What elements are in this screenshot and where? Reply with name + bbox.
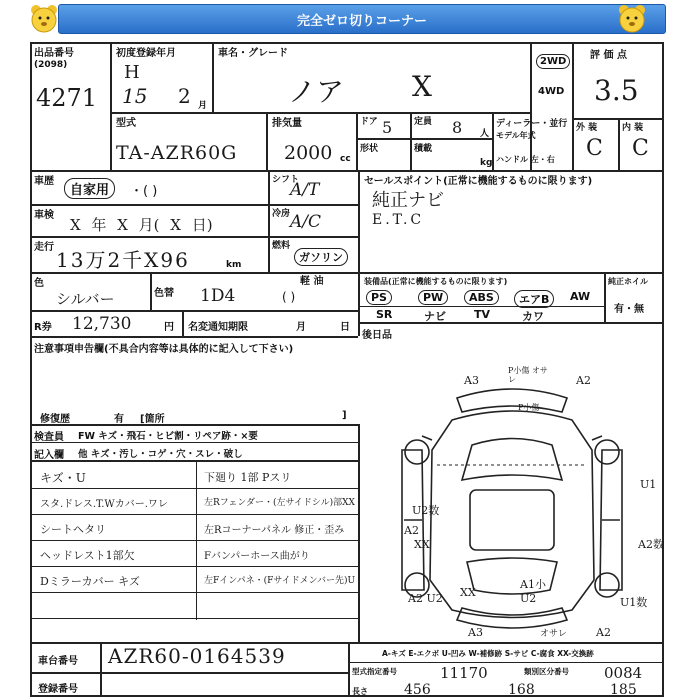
- era-value: H: [124, 62, 140, 83]
- mark-a1-rear: A1小 U2: [520, 578, 546, 605]
- mark-a2-right: A2数: [638, 538, 664, 551]
- genuine-wheel-label: 純正ホイル: [608, 277, 648, 286]
- equip-ps: PS: [366, 290, 392, 305]
- score-value: 3.5: [594, 74, 639, 107]
- fuel-label: 燃料: [272, 241, 291, 251]
- dims-value2: 0084: [604, 664, 643, 682]
- genuine-wheel-value: 有・無: [614, 304, 644, 315]
- chassis-value: AZR60-0164539: [108, 644, 286, 668]
- capacity-unit: 人: [480, 129, 490, 139]
- repair-close: ]: [342, 410, 347, 421]
- dealer-label: ディーラー・並行: [496, 119, 568, 129]
- remark-left-3: シートヘタリ: [40, 523, 106, 536]
- after-label: 後日品: [362, 330, 392, 341]
- mark-a2-rear: A2: [596, 626, 611, 639]
- dims-label1: 型式指定番号: [352, 667, 397, 676]
- mileage-unit: km: [226, 260, 242, 270]
- load-unit: kg: [480, 158, 493, 168]
- remark-left-2: スタ.ドレス.T.Wカバー.ワレ: [40, 499, 168, 510]
- lot-label: 出品番号: [34, 48, 74, 59]
- lot-number: 4271: [36, 84, 98, 112]
- fuel-paren: ( ): [282, 290, 296, 304]
- color-no-label: 色替: [154, 288, 174, 299]
- mark-u2-left: U2数: [412, 504, 440, 517]
- mark-a3-front: A3: [464, 374, 479, 387]
- remark-right-5: 左Fインパネ・(Fサイドメンバー先)U: [204, 576, 356, 586]
- recycle-value: 12,730: [72, 314, 132, 334]
- recycle-unit: 円: [164, 322, 174, 333]
- mileage-label: 走行: [34, 242, 54, 253]
- mark-a2-front: A2: [576, 374, 591, 387]
- inspector-line2: 他 キズ・汚し・コゲ・穴・スレ・破し: [78, 449, 243, 460]
- mark-p-front: P小傷 オサレ: [508, 366, 548, 384]
- type-label: 型式: [116, 118, 136, 129]
- mark-a2u2-rear: A2 U2: [408, 592, 443, 605]
- chassis-label: 車台番号: [38, 656, 78, 667]
- recycle-label: R券: [34, 322, 52, 333]
- usage-label: 車歴: [34, 176, 54, 187]
- name-change-day: 日: [340, 322, 350, 333]
- usage-value: 自家用: [64, 178, 115, 199]
- remark-left-5: Dミラーカバー キズ: [40, 575, 140, 588]
- doors-value: 5: [382, 118, 393, 137]
- equip-sr: SR: [376, 308, 393, 321]
- capacity-value: 8: [452, 118, 463, 137]
- int-value: C: [632, 136, 649, 161]
- equip-tv: TV: [474, 308, 491, 321]
- capacity-label: 定員: [414, 117, 433, 127]
- equipment-label: 装備品(正常に機能するものに限ります): [364, 277, 508, 286]
- length-value: 456: [404, 682, 431, 698]
- notes-label: 注意事項申告欄(不具合内容等は具体的に記入して下さい): [34, 344, 294, 355]
- model-year-label: モデル年式: [496, 131, 536, 140]
- fuel-alt: 軽 油: [300, 276, 324, 287]
- lot-sub: (2098): [34, 60, 68, 70]
- cc-unit: cc: [340, 154, 351, 164]
- color-no-value: 1D4: [200, 286, 236, 306]
- color-label: 色: [34, 278, 44, 289]
- equip-pw: PW: [418, 290, 448, 305]
- remark-left-1: キズ・U: [40, 471, 86, 485]
- cc-label: 排気量: [272, 118, 302, 129]
- record-label: 記入欄: [34, 450, 64, 461]
- color-value: シルバー: [56, 290, 115, 308]
- remark-left-4: ヘッドレスト1部欠: [40, 549, 135, 562]
- ac-label: 冷房: [272, 209, 291, 219]
- inspector-line1: FW キズ・飛石・ヒビ割・リペア跡・×要: [78, 431, 258, 442]
- reg-label: 登録番号: [38, 684, 78, 695]
- mark-xx-rear: XX: [460, 586, 476, 599]
- name-change-label: 名変通知期限: [188, 322, 248, 333]
- handle-label: ハンドル 左・右: [496, 155, 555, 164]
- doors-label: ドア: [360, 117, 378, 127]
- usage-paren: ・( ): [130, 184, 158, 199]
- mark-u1-right: U1: [640, 478, 657, 491]
- cc-value: 2000: [284, 142, 333, 164]
- sales-line2: E.T.C: [372, 212, 425, 228]
- month-value: 2: [178, 84, 191, 108]
- inspection-label: 車検: [34, 210, 54, 221]
- repair-value: 有: [114, 414, 124, 425]
- car-damage-diagram: [362, 340, 662, 640]
- dims-value1: 11170: [440, 664, 488, 682]
- mark-osare-rear: オサレ: [540, 629, 567, 639]
- mileage-value: 13万2千X96: [56, 248, 190, 272]
- inspector-label: 検査員: [34, 432, 64, 443]
- mascot-bear-icon: [616, 2, 648, 34]
- inspection-value: X 年 X 月( X 日): [70, 216, 213, 234]
- model-label: 車名・グレード: [218, 48, 288, 59]
- equip-navi: ナビ: [424, 310, 446, 323]
- mark-u1-rear: U1数: [620, 596, 648, 609]
- mark-a3-rear: A3: [468, 626, 483, 639]
- month-unit: 月: [198, 101, 208, 111]
- shift-value: A/T: [290, 180, 320, 200]
- remark-right-2: 左Rフェンダー・(左サイドシル)部XX: [204, 498, 355, 508]
- repair-label: 修復歴: [40, 414, 70, 425]
- score-label: 評 価 点: [590, 50, 627, 61]
- mark-xx-left: XX: [414, 538, 430, 551]
- type-value: TA-AZR60G: [116, 142, 238, 164]
- dims-label2: 類別区分番号: [524, 667, 569, 676]
- first-reg-label: 初度登録年月: [116, 48, 176, 59]
- legend: A-キズ E-エクボ U-凹み W-補修跡 S-サビ C-腐食 XX-交換跡: [382, 649, 594, 658]
- height-value: 185: [610, 682, 637, 698]
- shift-label: シフト: [272, 175, 300, 185]
- page-banner: [58, 4, 666, 34]
- drive-4wd: 4WD: [538, 86, 565, 97]
- name-change-month: 月: [296, 322, 306, 333]
- shape-label: 形状: [360, 144, 379, 154]
- repair-place: [箇所: [140, 414, 165, 425]
- remark-right-4: Fバンパーホース曲がり: [204, 551, 310, 562]
- int-label: 内 装: [622, 123, 644, 133]
- sales-label: セールスポイント(正常に機能するものに限ります): [364, 176, 593, 187]
- ext-value: C: [586, 136, 603, 161]
- ext-label: 外 装: [576, 123, 598, 133]
- sales-line1: 純正ナビ: [372, 190, 444, 211]
- fuel-value: ガソリン: [294, 248, 348, 266]
- remark-right-3: 左Rコーナーパネル 修正・歪み: [204, 525, 345, 536]
- banner-title: 完全ゼロ切りコーナー: [296, 13, 427, 29]
- mark-a2-left: A2: [404, 524, 419, 537]
- grade-value: X: [412, 70, 432, 103]
- ac-value: A/C: [290, 212, 322, 232]
- equip-aw: AW: [570, 290, 591, 303]
- load-label: 積載: [414, 144, 433, 154]
- drive-2wd-circled: 2WD: [536, 54, 570, 69]
- car-name: ノア: [288, 75, 345, 108]
- mark-p-hood: P小傷: [518, 403, 540, 412]
- equip-abs: ABS: [464, 290, 499, 305]
- remark-right-1: 下廻り 1部 Pスリ: [204, 471, 292, 484]
- length-label: 長さ: [352, 687, 368, 696]
- width-value: 168: [508, 682, 535, 698]
- year-value: 15: [122, 84, 148, 108]
- equip-airbag: エアB: [514, 290, 554, 308]
- equip-leather: カワ: [522, 310, 544, 323]
- mascot-bear-icon: [28, 2, 60, 34]
